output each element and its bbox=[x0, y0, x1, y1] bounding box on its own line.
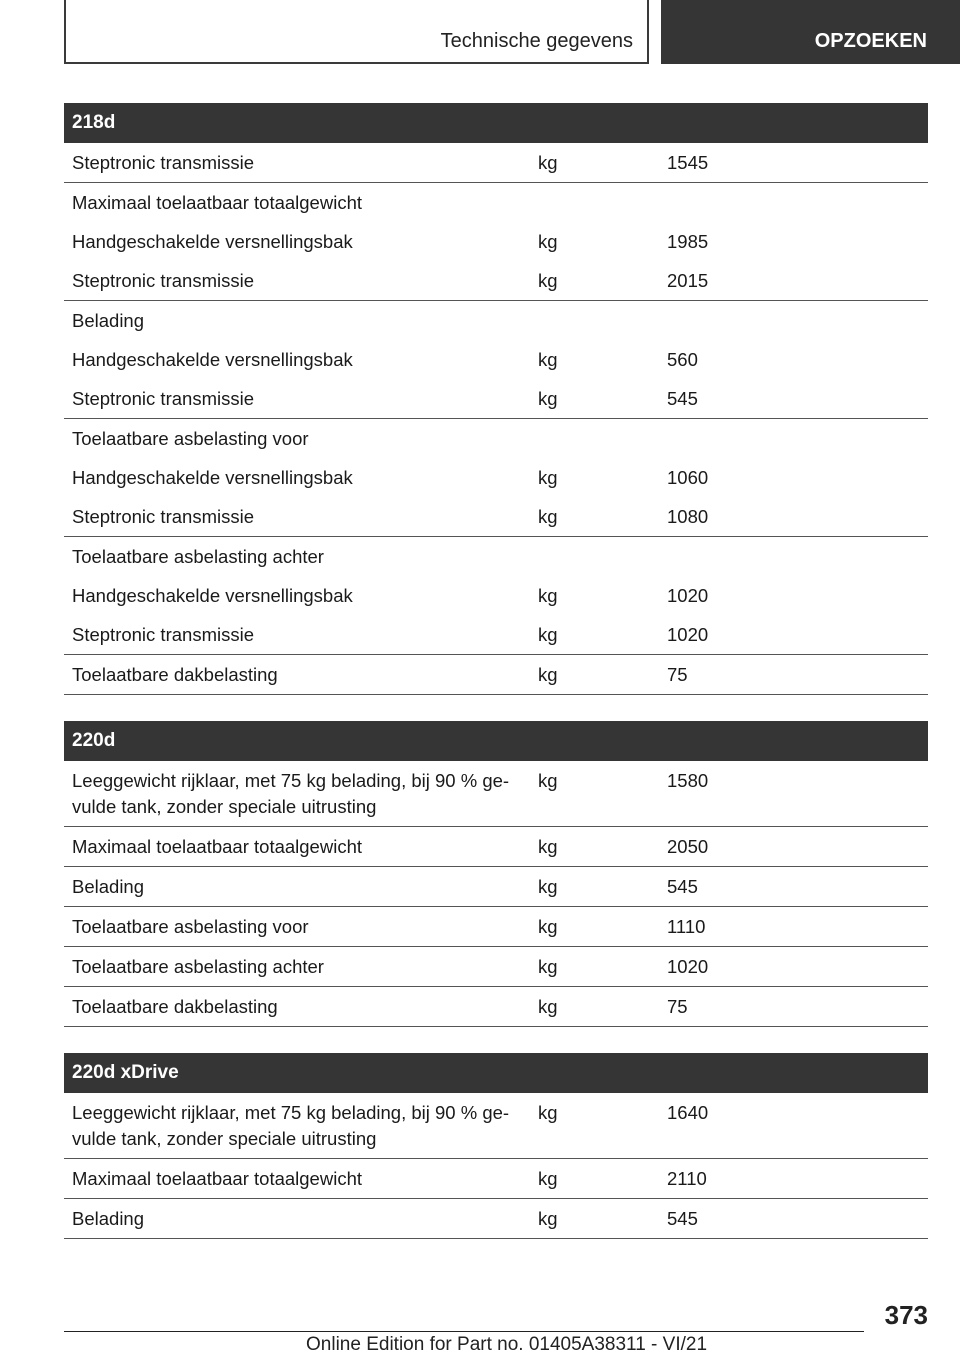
row-label: Leeggewicht rijklaar, met 75 kg belading, bij 90 % ge- vulde tank, zonder speciale uitrusting bbox=[72, 770, 510, 817]
row-unit: kg bbox=[538, 770, 558, 791]
row-unit: kg bbox=[538, 388, 558, 409]
row-label: Handgeschakelde versnellingsbak bbox=[72, 585, 353, 606]
row-unit bbox=[538, 308, 667, 334]
row-unit: kg bbox=[538, 1208, 558, 1229]
row-value: 1545 bbox=[667, 152, 709, 173]
row-unit: kg bbox=[538, 349, 558, 370]
table-row bbox=[64, 229, 928, 255]
row-unit bbox=[538, 190, 667, 216]
table-row-group bbox=[64, 947, 928, 987]
row-label: Toelaatbare asbelasting achter bbox=[72, 546, 324, 567]
table-row bbox=[64, 583, 928, 609]
row-label: Steptronic transmissie bbox=[72, 388, 254, 409]
table-row bbox=[64, 465, 928, 491]
row-value: 1060 bbox=[667, 467, 709, 488]
row-unit: kg bbox=[538, 467, 558, 488]
row-value: 1020 bbox=[667, 585, 709, 606]
table-section-header: 220d bbox=[64, 721, 928, 761]
table-row-group bbox=[64, 827, 928, 867]
row-value: 1580 bbox=[667, 770, 709, 791]
table-row bbox=[64, 768, 928, 820]
table-row bbox=[64, 386, 928, 412]
row-label: Belading bbox=[72, 876, 145, 897]
row-unit: kg bbox=[538, 270, 558, 291]
row-value: 1110 bbox=[667, 916, 706, 937]
table-row bbox=[64, 268, 928, 294]
row-value bbox=[667, 544, 928, 570]
row-label: Toelaatbare asbelasting voor bbox=[72, 916, 309, 937]
row-value: 560 bbox=[667, 349, 698, 370]
row-label: Toelaatbare asbelasting achter bbox=[72, 956, 324, 977]
table-row-group bbox=[64, 1159, 928, 1199]
table-section-header: 220d xDrive bbox=[64, 1053, 928, 1093]
row-unit bbox=[538, 544, 667, 570]
table-row bbox=[64, 347, 928, 373]
table-row-group bbox=[64, 301, 928, 419]
row-value: 1020 bbox=[667, 956, 709, 977]
table-row bbox=[64, 544, 928, 570]
row-label: Handgeschakelde versnellingsbak bbox=[72, 349, 353, 370]
row-value: 2110 bbox=[667, 1168, 707, 1189]
row-label: Handgeschakelde versnellingsbak bbox=[72, 231, 353, 252]
row-unit: kg bbox=[538, 231, 558, 252]
spec-table-220d-xdrive bbox=[64, 1053, 928, 1239]
row-label: Toelaatbare dakbelasting bbox=[72, 664, 278, 685]
row-value: 545 bbox=[667, 388, 698, 409]
table-row-group bbox=[64, 907, 928, 947]
row-unit: kg bbox=[538, 996, 558, 1017]
table-row bbox=[64, 834, 928, 860]
row-label: Steptronic transmissie bbox=[72, 624, 254, 645]
row-value: 1985 bbox=[667, 231, 709, 252]
spec-table-218d bbox=[64, 103, 928, 695]
table-row-group bbox=[64, 655, 928, 695]
row-label: Maximaal toelaatbaar totaalgewicht bbox=[72, 192, 362, 213]
row-value: 545 bbox=[667, 876, 698, 897]
table-section-header: 218d bbox=[64, 103, 928, 143]
row-value bbox=[667, 190, 928, 216]
row-value: 2015 bbox=[667, 270, 709, 291]
row-value: 75 bbox=[667, 664, 688, 685]
row-label: Steptronic transmissie bbox=[72, 270, 254, 291]
row-label: Handgeschakelde versnellingsbak bbox=[72, 467, 353, 488]
table-row bbox=[64, 308, 928, 334]
footer-divider bbox=[64, 1331, 864, 1332]
table-row bbox=[64, 426, 928, 452]
row-value bbox=[667, 308, 928, 334]
row-value: 1020 bbox=[667, 624, 709, 645]
row-label: Maximaal toelaatbaar totaalgewicht bbox=[72, 836, 362, 857]
row-unit: kg bbox=[538, 876, 558, 897]
table-row bbox=[64, 504, 928, 530]
row-label: Maximaal toelaatbaar totaalgewicht bbox=[72, 1168, 362, 1189]
table-row bbox=[64, 1206, 928, 1232]
row-value: 2050 bbox=[667, 836, 709, 857]
row-label: Steptronic transmissie bbox=[72, 506, 254, 527]
row-unit: kg bbox=[538, 916, 558, 937]
row-label: Belading bbox=[72, 310, 145, 331]
table-row bbox=[64, 1100, 928, 1152]
row-value: 545 bbox=[667, 1208, 698, 1229]
table-row-group bbox=[64, 143, 928, 183]
page-number: 373 bbox=[884, 1300, 928, 1330]
row-unit: kg bbox=[538, 664, 558, 685]
table-row-group bbox=[64, 1093, 928, 1159]
table-row bbox=[64, 150, 928, 176]
table-row bbox=[64, 954, 928, 980]
table-row bbox=[64, 662, 928, 688]
table-row bbox=[64, 190, 928, 216]
spec-table-220d bbox=[64, 721, 928, 1027]
row-unit: kg bbox=[538, 585, 558, 606]
row-value: 75 bbox=[667, 996, 688, 1017]
row-unit: kg bbox=[538, 956, 558, 977]
row-unit: kg bbox=[538, 1168, 558, 1189]
footer-edition: Online Edition for Part no. 01405A38311 - VI/21 bbox=[306, 1334, 708, 1355]
table-row-group bbox=[64, 987, 928, 1027]
table-row-group bbox=[64, 1199, 928, 1239]
header-tab-opzoeken[interactable] bbox=[661, 0, 960, 64]
row-value: 1640 bbox=[667, 1102, 709, 1123]
page-section-title: Technische gegevens bbox=[440, 30, 633, 52]
row-label: Toelaatbare dakbelasting bbox=[72, 996, 278, 1017]
row-unit: kg bbox=[538, 836, 558, 857]
table-row bbox=[64, 994, 928, 1020]
row-label: Steptronic transmissie bbox=[72, 152, 254, 173]
row-value: 1080 bbox=[667, 506, 709, 527]
row-unit: kg bbox=[538, 1102, 558, 1123]
header-title-box bbox=[64, 0, 649, 64]
header-tab-label: OPZOEKEN bbox=[814, 30, 927, 52]
table-row bbox=[64, 1166, 928, 1192]
row-unit: kg bbox=[538, 624, 558, 645]
table-row bbox=[64, 622, 928, 648]
row-unit: kg bbox=[538, 152, 558, 173]
table-row-group bbox=[64, 183, 928, 301]
table-row bbox=[64, 914, 928, 940]
table-row-group bbox=[64, 761, 928, 827]
row-unit: kg bbox=[538, 506, 558, 527]
row-label: Belading bbox=[72, 1208, 145, 1229]
table-row bbox=[64, 874, 928, 900]
table-row-group bbox=[64, 419, 928, 537]
table-row-group bbox=[64, 537, 928, 655]
row-label: Toelaatbare asbelasting voor bbox=[72, 428, 309, 449]
row-unit bbox=[538, 426, 667, 452]
table-row-group bbox=[64, 867, 928, 907]
row-label: Leeggewicht rijklaar, met 75 kg belading, bij 90 % ge- vulde tank, zonder speciale uitrusting bbox=[72, 1102, 510, 1149]
row-value bbox=[667, 426, 928, 452]
